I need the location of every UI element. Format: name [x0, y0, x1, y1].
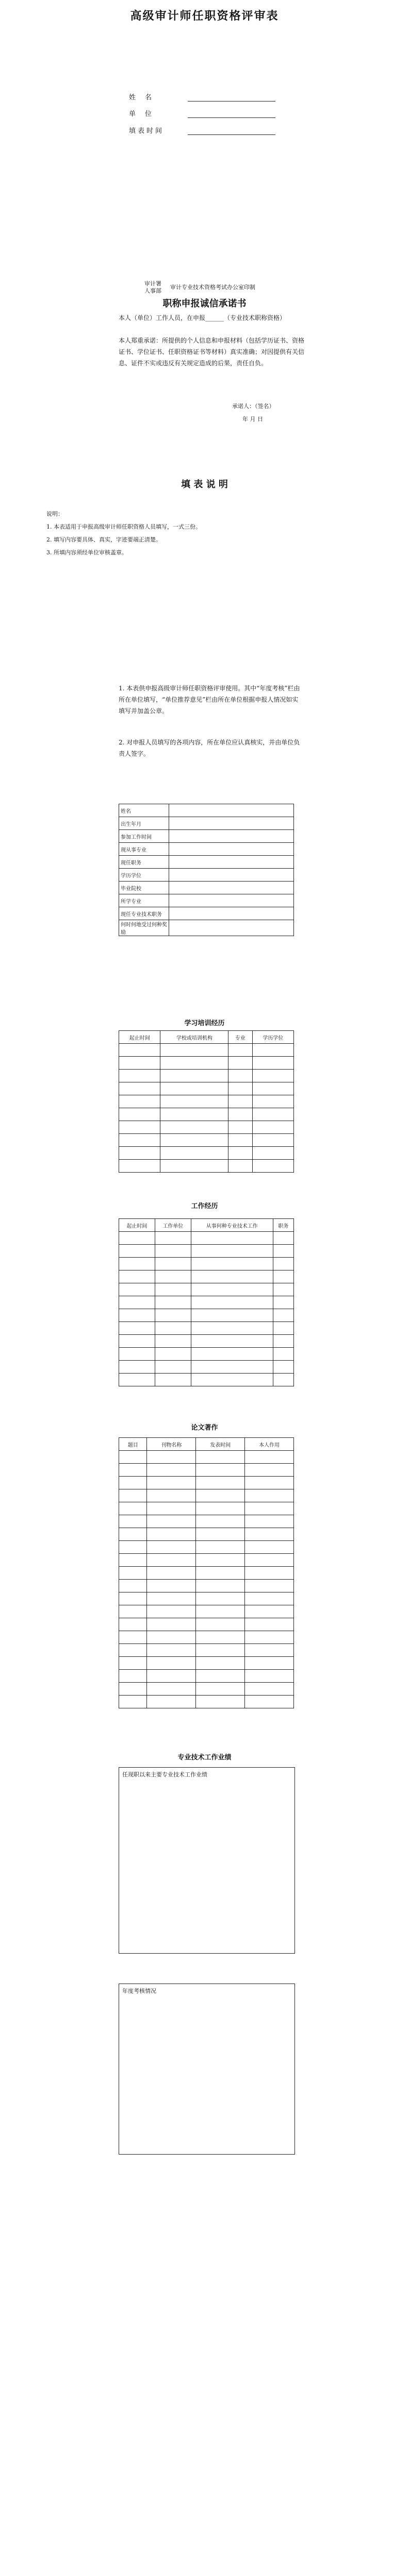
- table-cell: [252, 1044, 293, 1057]
- table-cell: [119, 1160, 160, 1173]
- table-cell: [160, 1108, 228, 1121]
- table-cell: [245, 1592, 294, 1605]
- table-cell: [245, 1683, 294, 1696]
- table-cell: [155, 1335, 191, 1348]
- table-cell: [147, 1670, 196, 1683]
- column-header: 工作单位: [155, 1219, 191, 1232]
- table-row: [119, 1464, 294, 1477]
- table-cell: [147, 1618, 196, 1631]
- row-label: 现任职务: [119, 856, 169, 869]
- table-row: [119, 1515, 294, 1528]
- table-cell: [119, 1618, 147, 1631]
- table-cell: [196, 1670, 245, 1683]
- row-value: [169, 869, 294, 882]
- table-row: [119, 1044, 294, 1057]
- table-cell: [252, 1082, 293, 1095]
- row-label: 现任专业技术职务: [119, 907, 169, 920]
- table-row: [119, 1335, 294, 1348]
- table-cell: [191, 1296, 273, 1309]
- row-value: [169, 907, 294, 920]
- table-row: [119, 1644, 294, 1657]
- table-cell: [228, 1121, 252, 1134]
- table-cell: [196, 1451, 245, 1464]
- table-cell: [196, 1502, 245, 1515]
- table-cell: [119, 1322, 155, 1335]
- table-row: [119, 1245, 294, 1258]
- table-cell: [147, 1605, 196, 1618]
- table-row: [119, 1605, 294, 1618]
- column-header: 本人作用: [245, 1438, 294, 1451]
- unit-label: 单位: [129, 110, 161, 118]
- table-cell: [196, 1541, 245, 1554]
- table-cell: [273, 1296, 293, 1309]
- table-cell: [155, 1283, 191, 1296]
- table-cell: [119, 1683, 147, 1696]
- column-header: 发表时间: [196, 1438, 245, 1451]
- table-cell: [119, 1309, 155, 1322]
- table-cell: [196, 1618, 245, 1631]
- table-row: [119, 1580, 294, 1592]
- table-row: [119, 1270, 294, 1283]
- table-cell: [273, 1322, 293, 1335]
- table-cell: [273, 1361, 293, 1374]
- table-row: [119, 856, 294, 869]
- table-cell: [147, 1644, 196, 1657]
- table-cell: [147, 1464, 196, 1477]
- name-line: [188, 94, 275, 101]
- table-cell: [160, 1070, 228, 1082]
- table-cell: [196, 1554, 245, 1567]
- table-cell: [196, 1567, 245, 1580]
- table-cell: [119, 1657, 147, 1670]
- table-cell: [191, 1322, 273, 1335]
- table-cell: [147, 1451, 196, 1464]
- table-cell: [196, 1657, 245, 1670]
- table-cell: [119, 1605, 147, 1618]
- table-cell: [119, 1361, 155, 1374]
- table-cell: [191, 1258, 273, 1270]
- row-value: [169, 894, 294, 907]
- table-cell: [196, 1580, 245, 1592]
- row-label: 何时何地受过何种奖励: [119, 920, 169, 936]
- table-cell: [119, 1335, 155, 1348]
- table-cell: [147, 1477, 196, 1489]
- unit-field: [129, 108, 275, 118]
- table-row: [119, 1477, 294, 1489]
- table-cell: [196, 1515, 245, 1528]
- row-label: 姓名: [119, 804, 169, 817]
- table-cell: [228, 1108, 252, 1121]
- table-cell: [245, 1580, 294, 1592]
- table-cell: [191, 1283, 273, 1296]
- table-cell: [191, 1335, 273, 1348]
- table-row: [119, 1374, 294, 1386]
- table-cell: [119, 1095, 160, 1108]
- table-row: [119, 817, 294, 830]
- table-cell: [273, 1232, 293, 1245]
- table-cell: [273, 1374, 293, 1386]
- table-row: [119, 1121, 294, 1134]
- table-row: [119, 1489, 294, 1502]
- column-header: 专业: [228, 1031, 252, 1044]
- table-cell: [119, 1464, 147, 1477]
- table-row: [119, 1258, 294, 1270]
- date-field: [129, 125, 275, 135]
- table-cell: [245, 1631, 294, 1644]
- table-cell: [196, 1489, 245, 1502]
- table-header-row: [119, 1219, 294, 1232]
- papers-section-title: 论文著作: [191, 1424, 218, 1432]
- table-cell: [245, 1618, 294, 1631]
- table-cell: [160, 1095, 228, 1108]
- instructions-item-2: 2. 填写内容要具体、真实，字迹要端正清楚。: [46, 536, 161, 543]
- table-row: [119, 843, 294, 856]
- table-cell: [245, 1528, 294, 1541]
- table-cell: [119, 1644, 147, 1657]
- table-row: [119, 882, 294, 894]
- table-cell: [119, 1296, 155, 1309]
- table-row: [119, 1095, 294, 1108]
- name-label: 姓名: [129, 94, 161, 101]
- table-cell: [147, 1502, 196, 1515]
- table-cell: [147, 1696, 196, 1708]
- row-value: [169, 830, 294, 843]
- table-cell: [191, 1361, 273, 1374]
- table-cell: [196, 1464, 245, 1477]
- table-row: [119, 1592, 294, 1605]
- table-cell: [119, 1502, 147, 1515]
- column-header: 刊物名称: [147, 1438, 196, 1451]
- table-cell: [228, 1095, 252, 1108]
- instructions-intro: 说明：: [46, 511, 63, 517]
- table-cell: [228, 1082, 252, 1095]
- table-cell: [273, 1245, 293, 1258]
- table-cell: [196, 1592, 245, 1605]
- table-cell: [147, 1528, 196, 1541]
- table-cell: [155, 1270, 191, 1283]
- column-header: 学历学位: [252, 1031, 293, 1044]
- table-cell: [245, 1541, 294, 1554]
- table-cell: [252, 1147, 293, 1160]
- table-cell: [228, 1070, 252, 1082]
- row-value: [169, 817, 294, 830]
- issuer-text: 审计专业技术资格考试办公室印制: [170, 284, 255, 291]
- table-cell: [155, 1245, 191, 1258]
- table-row: [119, 1348, 294, 1361]
- table-cell: [119, 1451, 147, 1464]
- row-label: 现从事专业: [119, 843, 169, 856]
- table-row: [119, 1502, 294, 1515]
- document-title: 高级审计师任职资格评审表: [130, 9, 279, 23]
- table-cell: [119, 1270, 155, 1283]
- column-header: 学校或培训机构: [160, 1031, 228, 1044]
- table-cell: [147, 1541, 196, 1554]
- table-cell: [273, 1309, 293, 1322]
- table-row: [119, 1108, 294, 1121]
- table-cell: [245, 1489, 294, 1502]
- table-cell: [191, 1270, 273, 1283]
- table-cell: [196, 1631, 245, 1644]
- table-row: [119, 804, 294, 817]
- study-table: [119, 1030, 294, 1173]
- table-cell: [147, 1592, 196, 1605]
- table-cell: [245, 1515, 294, 1528]
- table-row: [119, 1554, 294, 1567]
- table-cell: [191, 1309, 273, 1322]
- table-cell: [228, 1160, 252, 1173]
- table-cell: [119, 1592, 147, 1605]
- table-cell: [119, 1528, 147, 1541]
- table-cell: [119, 1567, 147, 1580]
- table-cell: [119, 1631, 147, 1644]
- table-cell: [273, 1335, 293, 1348]
- table-cell: [119, 1108, 160, 1121]
- name-field: [129, 92, 275, 101]
- column-header: 起止时间: [119, 1219, 155, 1232]
- table-cell: [196, 1528, 245, 1541]
- table-cell: [252, 1095, 293, 1108]
- table-header-row: [119, 1031, 294, 1044]
- table-cell: [147, 1683, 196, 1696]
- table-cell: [147, 1631, 196, 1644]
- row-value: [169, 882, 294, 894]
- table-header-row: [119, 1438, 294, 1451]
- table-row: [119, 1567, 294, 1580]
- table-cell: [191, 1245, 273, 1258]
- table-cell: [252, 1121, 293, 1134]
- instructions-item-1: 1. 本表适用于申报高级审计师任职资格人员填写，一式三份。: [46, 523, 201, 530]
- table-row: [119, 1134, 294, 1147]
- achievements-note: 任现职以来主要专业技术工作业绩: [122, 1771, 207, 1778]
- pledge-date: 年 月 日: [242, 416, 263, 422]
- table-cell: [160, 1121, 228, 1134]
- table-cell: [119, 1258, 155, 1270]
- table-cell: [273, 1348, 293, 1361]
- table-cell: [196, 1605, 245, 1618]
- work-table: [119, 1218, 294, 1386]
- table-cell: [119, 1070, 160, 1082]
- row-value: [169, 920, 294, 936]
- table-cell: [119, 1489, 147, 1502]
- table-cell: [228, 1057, 252, 1070]
- pledge-para2: 本人郑重承诺：所提供的个人信息和申报材料（包括学历证书、资格证书、学位证书、任职资格证书等材料）真实准确；对因提供有关信息、证件不实或违反有关规定造成的后果，责任自负。: [119, 337, 305, 367]
- table-cell: [160, 1134, 228, 1147]
- table-cell: [119, 1580, 147, 1592]
- table-cell: [245, 1567, 294, 1580]
- table-cell: [155, 1374, 191, 1386]
- table-cell: [191, 1348, 273, 1361]
- table-cell: [196, 1683, 245, 1696]
- table-cell: [147, 1567, 196, 1580]
- row-label: 学历学位: [119, 869, 169, 882]
- table-cell: [196, 1696, 245, 1708]
- table-cell: [245, 1657, 294, 1670]
- table-cell: [119, 1134, 160, 1147]
- table-cell: [119, 1057, 160, 1070]
- table-cell: [191, 1374, 273, 1386]
- papers-table: [119, 1437, 294, 1708]
- table-row: [119, 907, 294, 920]
- work-section-title: 工作经历: [191, 1202, 218, 1210]
- table-cell: [273, 1283, 293, 1296]
- table-cell: [273, 1270, 293, 1283]
- table-cell: [245, 1670, 294, 1683]
- table-cell: [245, 1451, 294, 1464]
- table-cell: [119, 1541, 147, 1554]
- table-cell: [252, 1070, 293, 1082]
- table-cell: [147, 1554, 196, 1567]
- instructions-para-1: 1. 本表供申报高级审计师任职资格评审使用。其中“年度考核”栏由所在单位填写，“单位推荐意见”栏由所在单位根据申报人情况如实填写并加盖公章。: [119, 685, 300, 715]
- table-row: [119, 1070, 294, 1082]
- row-value: [169, 856, 294, 869]
- date-label: 填表时间: [129, 127, 165, 135]
- table-row: [119, 1082, 294, 1095]
- table-cell: [273, 1258, 293, 1270]
- table-row: [119, 1057, 294, 1070]
- issuer-line1: 审计署: [144, 280, 161, 287]
- table-cell: [155, 1232, 191, 1245]
- table-row: [119, 1322, 294, 1335]
- column-header: 从事何种专业技术工作: [191, 1219, 273, 1232]
- table-row: [119, 1309, 294, 1322]
- table-cell: [191, 1232, 273, 1245]
- table-cell: [160, 1160, 228, 1173]
- table-row: [119, 920, 294, 936]
- table-row: [119, 1657, 294, 1670]
- row-label: 毕业院校: [119, 882, 169, 894]
- table-cell: [119, 1477, 147, 1489]
- table-cell: [245, 1644, 294, 1657]
- table-cell: [160, 1044, 228, 1057]
- table-cell: [160, 1057, 228, 1070]
- row-label: 所学专业: [119, 894, 169, 907]
- row-value: [169, 804, 294, 817]
- table-row: [119, 869, 294, 882]
- table-cell: [245, 1696, 294, 1708]
- table-row: [119, 1296, 294, 1309]
- table-row: [119, 1283, 294, 1296]
- table-row: [119, 830, 294, 843]
- table-cell: [119, 1670, 147, 1683]
- column-header: 题目: [119, 1438, 147, 1451]
- table-cell: [160, 1082, 228, 1095]
- table-row: [119, 1631, 294, 1644]
- table-row: [119, 1147, 294, 1160]
- table-cell: [119, 1515, 147, 1528]
- table-row: [119, 1670, 294, 1683]
- table-cell: [245, 1502, 294, 1515]
- table-cell: [147, 1657, 196, 1670]
- appraisal-note: 年度考核情况: [122, 1988, 156, 1994]
- table-row: [119, 1618, 294, 1631]
- table-cell: [245, 1464, 294, 1477]
- table-cell: [119, 1245, 155, 1258]
- table-cell: [196, 1644, 245, 1657]
- table-cell: [228, 1044, 252, 1057]
- table-cell: [252, 1160, 293, 1173]
- achievements-section-title: 专业技术工作业绩: [177, 1754, 232, 1761]
- appraisal-box: [119, 1984, 295, 2155]
- table-cell: [252, 1057, 293, 1070]
- issuer-line2: 人事部: [144, 287, 161, 294]
- table-cell: [147, 1489, 196, 1502]
- row-value: [169, 843, 294, 856]
- instructions-item-3: 3. 所填内容须经单位审核盖章。: [46, 549, 127, 556]
- table-row: [119, 894, 294, 907]
- pledge-title: 职称申报诚信承诺书: [162, 298, 247, 309]
- table-cell: [119, 1121, 160, 1134]
- table-cell: [245, 1605, 294, 1618]
- table-row: [119, 1361, 294, 1374]
- table-row: [119, 1683, 294, 1696]
- table-cell: [119, 1147, 160, 1160]
- table-cell: [119, 1348, 155, 1361]
- unit-line: [188, 110, 275, 118]
- achievements-box: [119, 1767, 295, 1954]
- table-cell: [119, 1554, 147, 1567]
- row-label: 出生年月: [119, 817, 169, 830]
- table-row: [119, 1451, 294, 1464]
- table-cell: [147, 1580, 196, 1592]
- table-cell: [245, 1477, 294, 1489]
- table-cell: [252, 1134, 293, 1147]
- table-row: [119, 1541, 294, 1554]
- table-row: [119, 1232, 294, 1245]
- table-cell: [155, 1322, 191, 1335]
- table-row: [119, 1696, 294, 1708]
- table-row: [119, 1160, 294, 1173]
- table-cell: [119, 1283, 155, 1296]
- date-line: [188, 127, 275, 135]
- table-cell: [252, 1108, 293, 1121]
- table-cell: [119, 1232, 155, 1245]
- table-cell: [228, 1147, 252, 1160]
- table-cell: [155, 1309, 191, 1322]
- instructions-para-2: 2. 对申报人员填写的各项内容，所在单位应认真核实，并由单位负责人签字。: [119, 739, 300, 757]
- table-cell: [155, 1258, 191, 1270]
- table-cell: [196, 1477, 245, 1489]
- table-row: [119, 1528, 294, 1541]
- basic-info-table: [119, 804, 294, 936]
- table-cell: [228, 1134, 252, 1147]
- study-section-title: 学习培训经历: [184, 1020, 225, 1027]
- table-cell: [119, 1082, 160, 1095]
- table-cell: [155, 1361, 191, 1374]
- instructions-title: 填 表 说 明: [181, 479, 228, 490]
- column-header: 职务: [273, 1219, 293, 1232]
- column-header: 起止时间: [119, 1031, 160, 1044]
- table-cell: [160, 1147, 228, 1160]
- table-cell: [119, 1696, 147, 1708]
- table-cell: [155, 1348, 191, 1361]
- table-cell: [119, 1044, 160, 1057]
- pledge-signature: 承诺人：（签名）: [232, 403, 275, 410]
- table-cell: [119, 1374, 155, 1386]
- pledge-para1: 本人（单位）工作人员，在申报______（专业技术职称资格）: [119, 314, 286, 321]
- table-cell: [155, 1296, 191, 1309]
- table-cell: [245, 1554, 294, 1567]
- table-cell: [147, 1515, 196, 1528]
- row-label: 参加工作时间: [119, 830, 169, 843]
